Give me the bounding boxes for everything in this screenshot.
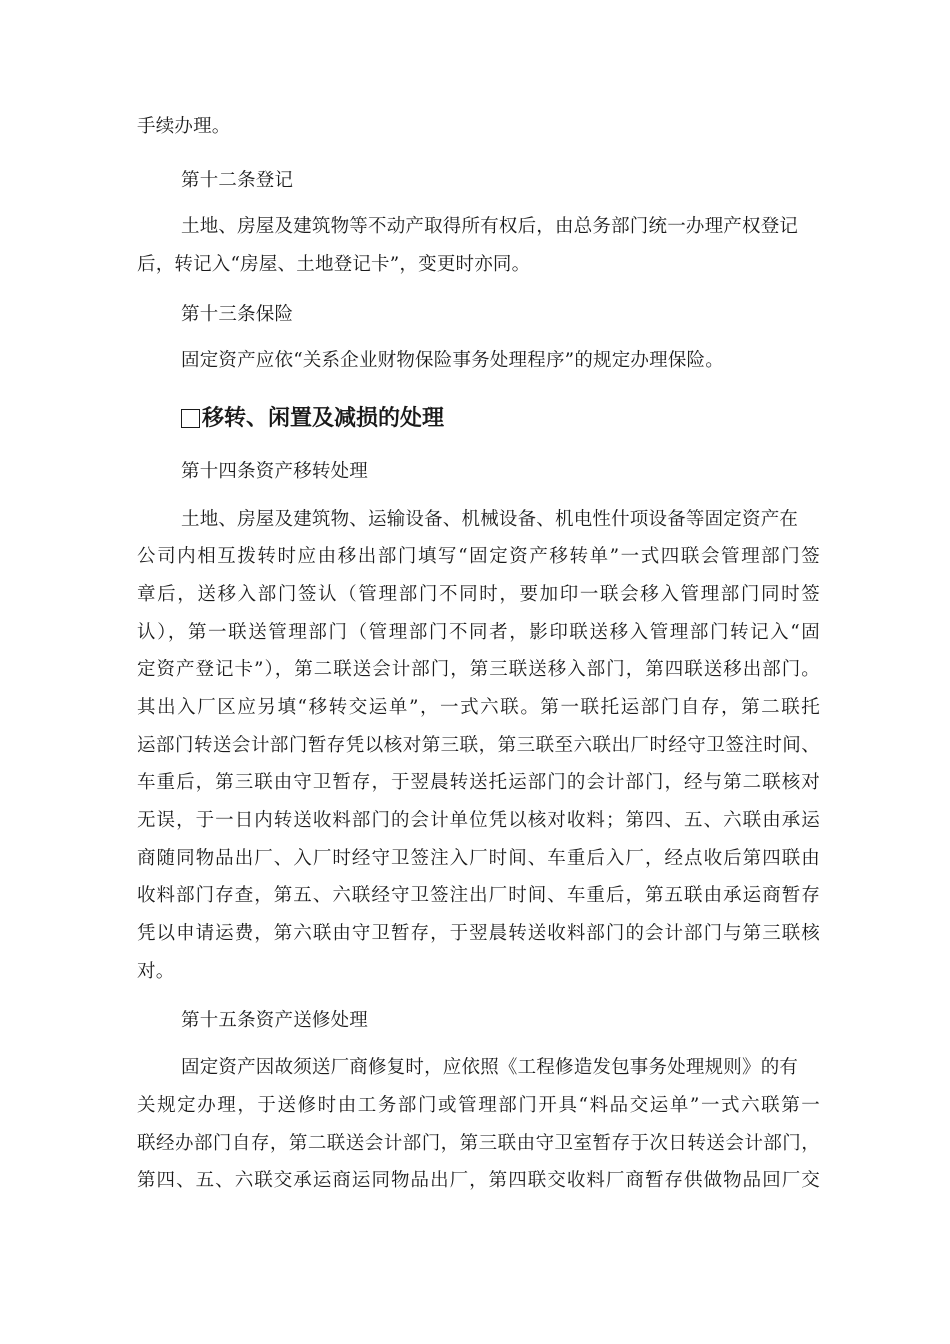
text-line: 固定资产因故须送厂商修复时，应依照《工程修造发包事务处理规则》的有 xyxy=(181,1057,799,1078)
text-line: 凭以申请运费，第六联由守卫暂存，于翌晨转送收料部门的会计部门与第三联核 xyxy=(137,923,820,944)
text-line: 第四、五、六联交承运商运同物品出厂，第四联交收料厂商暂存供做物品回厂交 xyxy=(137,1170,820,1191)
article-title-14: 第十四条资产移转处理 xyxy=(181,461,369,482)
section-heading-text: 移转、闲置及减损的处理 xyxy=(202,406,445,431)
text-line: 车重后，第三联由守卫暂存，于翌晨转送托运部门的会计部门，经与第二联核对 xyxy=(137,772,820,793)
article-title-12: 第十二条登记 xyxy=(181,170,294,191)
text-line: 后，转记入“房屋、土地登记卡”，变更时亦同。 xyxy=(137,254,531,275)
text-line: 章后，送移入部门签认（管理部门不同时，要加印一联会移入管理部门同时签 xyxy=(137,584,820,605)
article-title-15: 第十五条资产送修处理 xyxy=(181,1010,369,1031)
text-line: 其出入厂区应另填“移转交运单”，一式六联。第一联托运部门自存，第二联托 xyxy=(137,697,820,718)
text-line: 商随同物品出厂、入厂时经守卫签注入厂时间、车重后入厂，经点收后第四联由 xyxy=(137,848,820,869)
section-heading xyxy=(181,405,444,433)
text-line: 固定资产应依“关系企业财物保险事务处理程序”的规定办理保险。 xyxy=(181,350,724,371)
checkbox-square-icon xyxy=(181,409,200,428)
text-line: 认），第一联送管理部门（管理部门不同者，影印联送移入管理部门转记入“固 xyxy=(137,622,820,643)
text-line: 联经办部门自存，第二联送会计部门，第三联由守卫室暂存于次日转送会计部门， xyxy=(137,1133,820,1154)
article-title-13: 第十三条保险 xyxy=(181,304,294,325)
text-line: 土地、房屋及建筑物等不动产取得所有权后，由总务部门统一办理产权登记 xyxy=(181,216,799,237)
text-line: 对。 xyxy=(137,961,175,982)
text-line: 公司内相互拨转时应由移出部门填写“固定资产移转单”一式四联会管理部门签 xyxy=(137,546,820,567)
text-line: 定资产登记卡”），第二联送会计部门，第三联送移入部门，第四联送移出部门。 xyxy=(137,659,820,680)
text-line: 手续办理。 xyxy=(137,116,231,137)
text-line: 关规定办理，于送修时由工务部门或管理部门开具“料品交运单”一式六联第一 xyxy=(137,1095,820,1116)
text-line: 土地、房屋及建筑物、运输设备、机械设备、机电性什项设备等固定资产在 xyxy=(181,509,799,530)
text-line: 无误，于一日内转送收料部门的会计单位凭以核对收料；第四、五、六联由承运 xyxy=(137,810,820,831)
text-line: 运部门转送会计部门暂存凭以核对第三联，第三联至六联出厂时经守卫签注时间、 xyxy=(137,735,820,756)
text-line: 收料部门存查，第五、六联经守卫签注出厂时间、车重后，第五联由承运商暂存 xyxy=(137,885,820,906)
